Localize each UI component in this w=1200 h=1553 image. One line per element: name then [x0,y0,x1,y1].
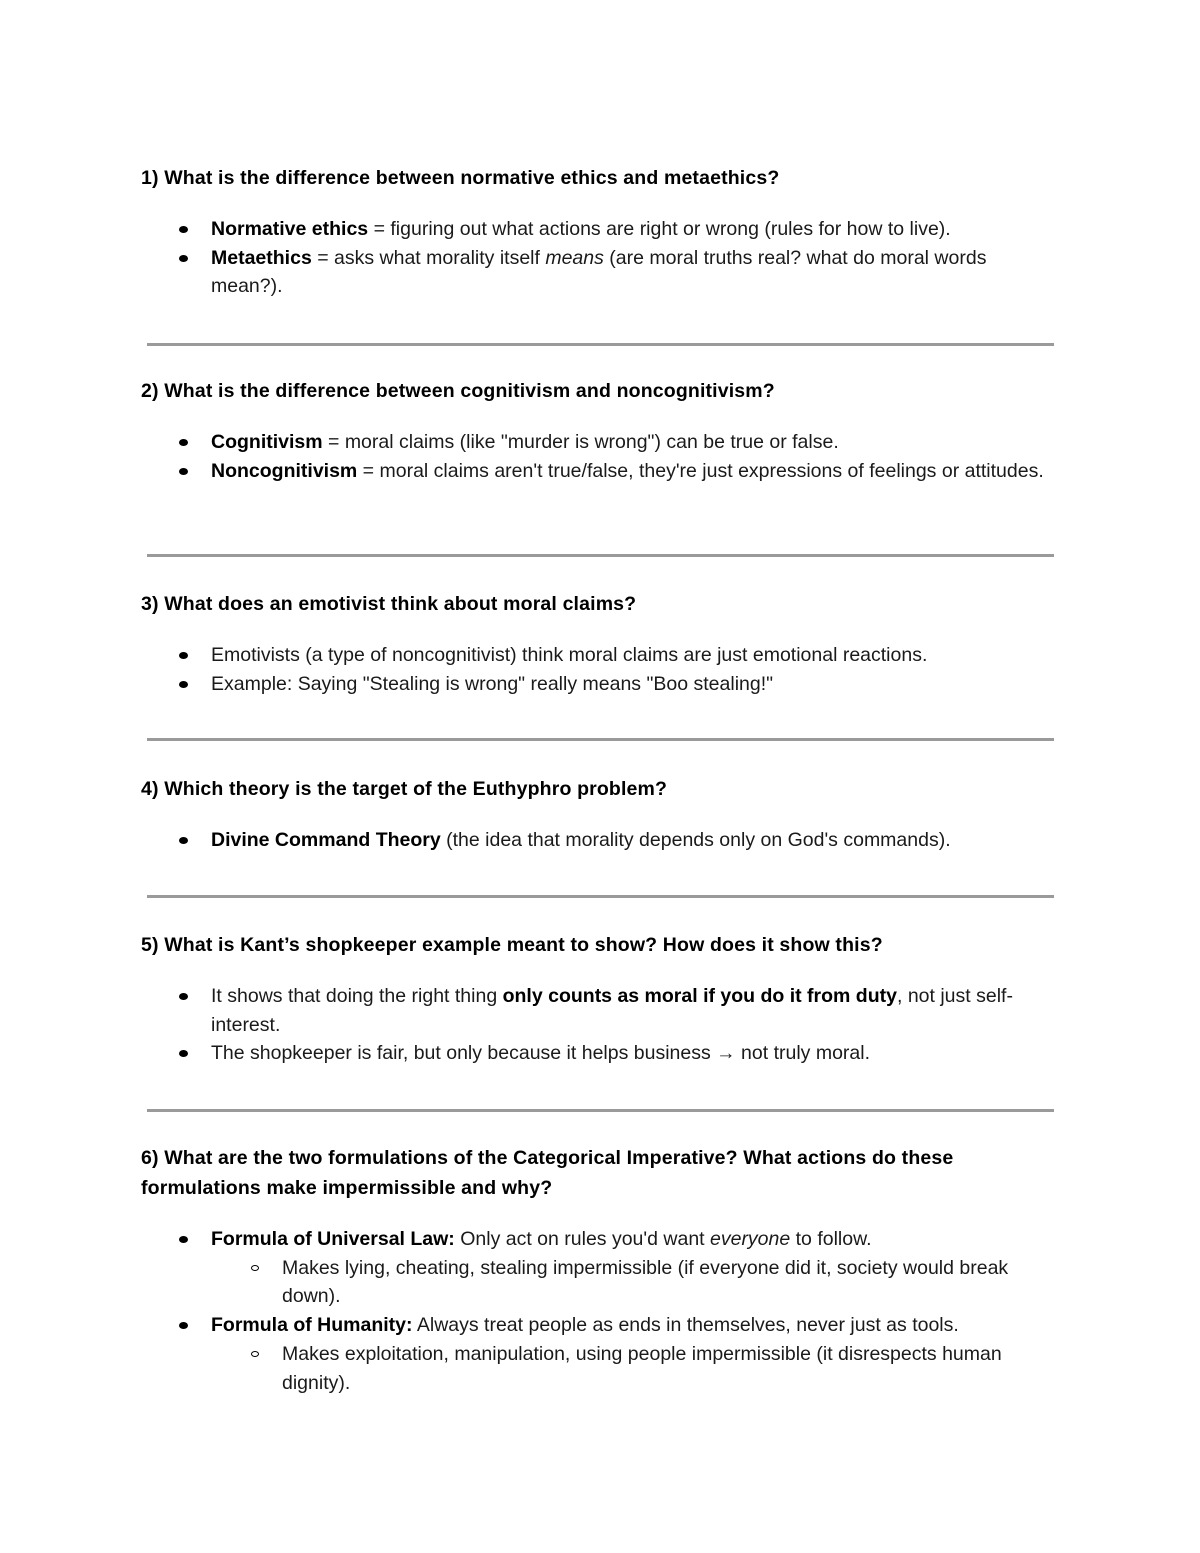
question-3-heading: 3) What does an emotivist think about moral claims? [141,593,637,615]
sub-list [211,1254,1061,1311]
section-6 [141,1143,1061,1397]
term-formula-humanity: Formula of Humanity: [211,1314,413,1337]
list-item [141,982,1061,1039]
list-item [141,826,1061,855]
section-divider [147,895,1054,898]
section-4 [141,774,1061,855]
term-noncognitivism: Noncognitivism [211,459,358,482]
list-item: The shopkeeper is fair, but only because it helps business → not truly moral. [141,1039,1061,1068]
answer-text: , not just self-interest. [211,985,1013,1036]
answer-list-3 [141,641,1061,698]
definition-text: (are moral truths real? what do moral words mean?). [211,246,987,298]
definition-text: to follow. [790,1228,872,1250]
list-item: Emotivists (a type of noncognitivist) think moral claims are just emotional reactions. [141,641,1061,670]
term-normative-ethics: Normative ethics [211,218,369,240]
definition-text: Always treat people as ends in themselves, never just as tools. [412,1314,959,1337]
section-1 [141,163,1061,301]
question-4-heading: 4) Which theory is the target of the Euthyphro problem? [141,778,668,800]
list-item [141,428,1061,457]
section-5 [141,930,1061,1068]
answer-list-4 [141,826,1061,855]
definition-text: = figuring out what actions are right or wrong (rules for how to live). [368,218,951,240]
section-2 [141,376,1061,485]
term-formula-universal-law: Formula of Universal Law: [211,1228,455,1250]
answer-list-1 [141,215,1061,301]
section-divider [147,1109,1054,1112]
definition-text: = asks what morality itself [311,246,546,269]
term-divine-command-theory: Divine Command Theory [211,829,441,851]
answer-list-5 [141,982,1061,1068]
list-item [141,244,1061,301]
question-2-heading: 2) What is the difference between cognitivism and noncognitivism? [141,380,775,402]
definition-text: Only act on rules you'd want [454,1228,710,1250]
section-3 [141,589,1061,698]
section-divider [147,738,1054,741]
list-item [141,457,1061,486]
emphasis-bold: only counts as moral if you do it from duty [502,985,897,1007]
question-1-heading: 1) What is the difference between normative ethics and metaethics? [141,167,780,189]
question-6-heading: 6) What are the two formulations of the Categorical Imperative? What actions do these formulations make impermissible and why? [141,1147,954,1199]
section-divider [147,554,1054,557]
list-item [141,215,1061,244]
answer-text: It shows that doing the right thing [211,985,503,1007]
sub-list-item: Makes exploitation, manipulation, using people impermissible (it disrespects human dignity). [211,1340,1061,1397]
sub-list-item: Makes lying, cheating, stealing impermissible (if everyone did it, society would break down). [211,1254,1061,1311]
list-item [141,1225,1061,1311]
answer-list-2 [141,428,1061,485]
definition-text: = moral claims (like "murder is wrong") can be true or false. [322,431,839,453]
section-divider [147,343,1054,346]
list-item: Example: Saying "Stealing is wrong" really means "Boo stealing!" [141,670,1061,699]
term-metaethics: Metaethics [211,246,312,269]
question-5-heading: 5) What is Kant’s shopkeeper example meant to show? How does it show this? [141,934,883,956]
sub-list [211,1340,1061,1397]
definition-text: (the idea that morality depends only on God's commands). [440,829,951,851]
list-item [141,1311,1061,1397]
emphasis-text: means [545,246,604,269]
emphasis-text: everyone [710,1228,791,1250]
term-cognitivism: Cognitivism [211,431,323,453]
answer-list-6 [141,1225,1061,1397]
definition-text: = moral claims aren't true/false, they're just expressions of feelings or attitudes. [357,459,1044,482]
